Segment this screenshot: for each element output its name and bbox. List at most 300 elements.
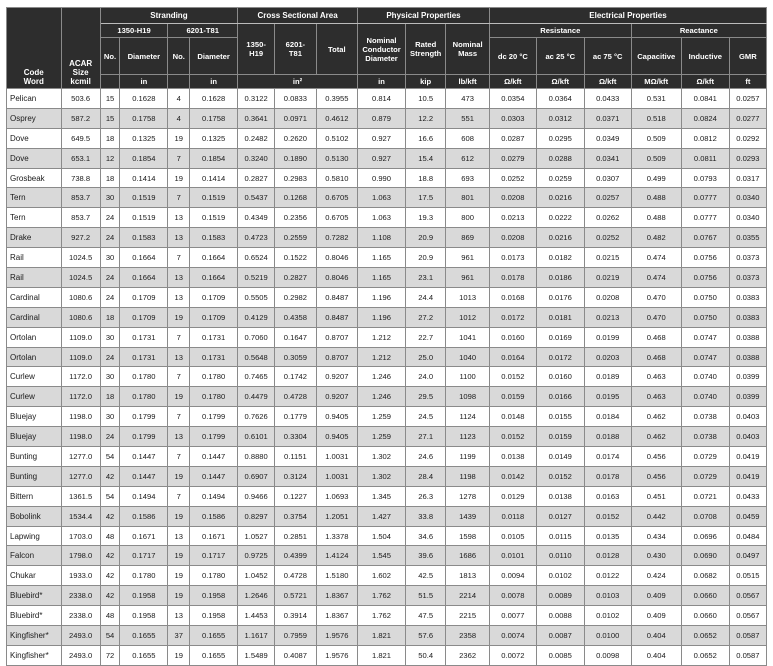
cell-resistance-dc20: 0.0142: [489, 466, 536, 486]
cell-resistance-dc20: 0.0077: [489, 606, 536, 626]
cell-no-1350: 18: [100, 307, 120, 327]
cell-area-total: 0.9207: [316, 387, 357, 407]
unit-area: in²: [238, 75, 358, 89]
cell-resistance-dc20: 0.0152: [489, 367, 536, 387]
cell-diameter-1350: 0.1709: [120, 287, 168, 307]
cell-diameter-6201: 0.1664: [190, 268, 238, 288]
header-area-1350: [238, 24, 275, 75]
cell-acar-size: 587.2: [61, 108, 100, 128]
cell-diameter-6201: 0.1583: [190, 228, 238, 248]
cell-no-6201: 13: [168, 606, 190, 626]
cell-acar-size: 1277.0: [61, 447, 100, 467]
cell-code-word: Chukar: [7, 566, 62, 586]
cell-resistance-dc20: 0.0129: [489, 486, 536, 506]
cell-nominal-mass: 1198: [446, 466, 490, 486]
cell-rated-strength: 15.4: [406, 148, 446, 168]
cell-resistance-ac75: 0.0433: [584, 89, 631, 109]
cell-code-word: Bluebird*: [7, 606, 62, 626]
cell-rated-strength: 17.5: [406, 188, 446, 208]
cell-nominal-conductor-diameter: 1.259: [358, 427, 406, 447]
cell-resistance-ac25: 0.0088: [536, 606, 584, 626]
table-row: [7, 606, 767, 626]
cell-nominal-conductor-diameter: 1.821: [358, 645, 406, 665]
cell-nominal-mass: 801: [446, 188, 490, 208]
cell-area-6201: 0.2983: [275, 168, 316, 188]
cell-rated-strength: 25.0: [406, 347, 446, 367]
cell-no-6201: 19: [168, 645, 190, 665]
table-row: [7, 268, 767, 288]
cell-rated-strength: 20.9: [406, 248, 446, 268]
cell-diameter-1350: 0.1586: [120, 506, 168, 526]
cell-resistance-ac75: 0.0252: [584, 228, 631, 248]
cell-diameter-1350: 0.1664: [120, 268, 168, 288]
table-row: [7, 466, 767, 486]
cell-diameter-1350: 0.1799: [120, 427, 168, 447]
cell-nominal-conductor-diameter: 0.879: [358, 108, 406, 128]
cell-gmr: 0.0433: [729, 486, 766, 506]
cell-gmr: 0.0355: [729, 228, 766, 248]
cell-gmr: 0.0484: [729, 526, 766, 546]
cell-gmr: 0.0399: [729, 367, 766, 387]
cell-no-6201: 19: [168, 566, 190, 586]
cell-resistance-ac75: 0.0257: [584, 188, 631, 208]
cell-area-1350: 0.5505: [238, 287, 275, 307]
cell-area-total: 0.5102: [316, 128, 357, 148]
cell-area-6201: 0.2851: [275, 526, 316, 546]
cell-acar-size: 1080.6: [61, 287, 100, 307]
unit-capacitive: MΩ/kft: [631, 75, 681, 89]
subgroup-resistance: Resistance: [489, 24, 631, 38]
cell-no-1350: 24: [100, 287, 120, 307]
header-nominal-mass-line2: Mass: [458, 49, 478, 58]
cell-diameter-6201: 0.1780: [190, 367, 238, 387]
header-ncd-line1: Nominal: [366, 35, 397, 45]
cell-area-6201: 0.2356: [275, 208, 316, 228]
cell-no-1350: 48: [100, 526, 120, 546]
cell-area-6201: 0.3059: [275, 347, 316, 367]
cell-reactance-inductive: 0.0793: [681, 168, 729, 188]
cell-code-word: Ortolan: [7, 327, 62, 347]
cell-resistance-ac75: 0.0219: [584, 268, 631, 288]
cell-reactance-capacitive: 0.442: [631, 506, 681, 526]
group-cross-sectional-area: Cross Sectional Area: [238, 8, 358, 24]
cell-diameter-1350: 0.1414: [120, 168, 168, 188]
header-nominal-mass: [446, 24, 490, 75]
cell-no-6201: 13: [168, 526, 190, 546]
unit-nominal-mass: lb/kft: [446, 75, 490, 89]
cell-gmr: 0.0419: [729, 466, 766, 486]
cell-area-1350: 0.8297: [238, 506, 275, 526]
subgroup-reactance: Reactance: [631, 24, 766, 38]
cell-acar-size: 649.5: [61, 128, 100, 148]
cell-nominal-mass: 551: [446, 108, 490, 128]
cell-reactance-capacitive: 0.463: [631, 367, 681, 387]
cell-nominal-conductor-diameter: 1.545: [358, 546, 406, 566]
cell-reactance-inductive: 0.0729: [681, 466, 729, 486]
cell-area-6201: 0.3914: [275, 606, 316, 626]
cell-diameter-6201: 0.1447: [190, 466, 238, 486]
table-row: [7, 327, 767, 347]
cell-area-1350: 0.2482: [238, 128, 275, 148]
cell-nominal-mass: 2358: [446, 626, 490, 646]
cell-reactance-inductive: 0.0747: [681, 347, 729, 367]
cell-acar-size: 1172.0: [61, 367, 100, 387]
header-area-1350-line2: H19: [249, 49, 264, 58]
cell-no-6201: 19: [168, 546, 190, 566]
cell-resistance-dc20: 0.0101: [489, 546, 536, 566]
cell-code-word: Kingfisher*: [7, 626, 62, 646]
table-row: [7, 506, 767, 526]
cell-resistance-ac25: 0.0110: [536, 546, 584, 566]
cell-resistance-ac75: 0.0174: [584, 447, 631, 467]
cell-acar-size: 1198.0: [61, 407, 100, 427]
table-row: [7, 387, 767, 407]
cell-resistance-ac75: 0.0128: [584, 546, 631, 566]
cell-no-1350: 48: [100, 606, 120, 626]
cell-area-total: 0.3955: [316, 89, 357, 109]
cell-diameter-6201: 0.1519: [190, 208, 238, 228]
cell-reactance-capacitive: 0.482: [631, 228, 681, 248]
cell-nominal-mass: 1813: [446, 566, 490, 586]
cell-diameter-6201: 0.1494: [190, 486, 238, 506]
cell-reactance-capacitive: 0.470: [631, 287, 681, 307]
cell-acar-size: 1534.4: [61, 506, 100, 526]
cell-diameter-1350: 0.1655: [120, 645, 168, 665]
header-ncd-line3: Diameter: [365, 53, 398, 63]
cell-nominal-conductor-diameter: 1.165: [358, 248, 406, 268]
cell-diameter-1350: 0.1664: [120, 248, 168, 268]
cell-area-6201: 0.4087: [275, 645, 316, 665]
cell-acar-size: 1109.0: [61, 327, 100, 347]
cell-diameter-1350: 0.1519: [120, 208, 168, 228]
cell-area-total: 1.0031: [316, 466, 357, 486]
unit-diameter-1350: in: [120, 75, 168, 89]
cell-acar-size: 503.6: [61, 89, 100, 109]
cell-resistance-ac75: 0.0349: [584, 128, 631, 148]
cell-diameter-6201: 0.1780: [190, 387, 238, 407]
cell-gmr: 0.0317: [729, 168, 766, 188]
unit-nominal-conductor-diameter: in: [358, 75, 406, 89]
cell-rated-strength: 42.5: [406, 566, 446, 586]
cell-code-word: Bittern: [7, 486, 62, 506]
cell-no-6201: 7: [168, 407, 190, 427]
cell-diameter-6201: 0.1799: [190, 407, 238, 427]
cell-nominal-mass: 1041: [446, 327, 490, 347]
cell-rated-strength: 24.4: [406, 287, 446, 307]
cell-code-word: Bluejay: [7, 407, 62, 427]
cell-code-word: Curlew: [7, 367, 62, 387]
cell-no-6201: 13: [168, 427, 190, 447]
cell-nominal-conductor-diameter: 1.108: [358, 228, 406, 248]
cell-no-1350: 18: [100, 128, 120, 148]
cell-diameter-1350: 0.1758: [120, 108, 168, 128]
cell-gmr: 0.0340: [729, 208, 766, 228]
table-row: [7, 89, 767, 109]
cell-code-word: Bluebird*: [7, 586, 62, 606]
cell-area-6201: 0.2620: [275, 128, 316, 148]
cell-no-1350: 42: [100, 506, 120, 526]
cell-gmr: 0.0340: [729, 188, 766, 208]
cell-nominal-mass: 869: [446, 228, 490, 248]
cell-diameter-6201: 0.1519: [190, 188, 238, 208]
cell-diameter-1350: 0.1780: [120, 566, 168, 586]
cell-reactance-inductive: 0.0756: [681, 248, 729, 268]
header-ac75: ac 75 °C: [584, 38, 631, 75]
cell-no-1350: 30: [100, 327, 120, 347]
cell-reactance-capacitive: 0.509: [631, 148, 681, 168]
cell-area-1350: 0.6524: [238, 248, 275, 268]
cell-nominal-conductor-diameter: 1.196: [358, 307, 406, 327]
cell-diameter-6201: 0.1780: [190, 566, 238, 586]
cell-area-total: 0.5810: [316, 168, 357, 188]
cell-reactance-inductive: 0.0750: [681, 287, 729, 307]
cell-resistance-ac75: 0.0152: [584, 506, 631, 526]
header-rated-strength-line2: Strength: [410, 49, 442, 58]
cell-reactance-capacitive: 0.462: [631, 407, 681, 427]
header-area-6201-line2: T81: [288, 49, 302, 58]
cell-diameter-1350: 0.1655: [120, 626, 168, 646]
cell-area-6201: 0.4358: [275, 307, 316, 327]
cell-no-1350: 24: [100, 347, 120, 367]
cell-code-word: Kingfisher*: [7, 645, 62, 665]
cell-resistance-dc20: 0.0152: [489, 427, 536, 447]
cell-area-6201: 0.0971: [275, 108, 316, 128]
cell-resistance-ac75: 0.0102: [584, 606, 631, 626]
cell-gmr: 0.0373: [729, 248, 766, 268]
cell-reactance-capacitive: 0.474: [631, 268, 681, 288]
cell-area-1350: 1.4453: [238, 606, 275, 626]
cell-acar-size: 927.2: [61, 228, 100, 248]
cell-no-6201: 4: [168, 89, 190, 109]
cell-diameter-1350: 0.1731: [120, 327, 168, 347]
cell-code-word: Dove: [7, 128, 62, 148]
cell-area-total: 0.6705: [316, 188, 357, 208]
cell-reactance-capacitive: 0.468: [631, 347, 681, 367]
cell-diameter-6201: 0.1758: [190, 108, 238, 128]
cell-diameter-6201: 0.1709: [190, 307, 238, 327]
cell-no-6201: 13: [168, 347, 190, 367]
cell-diameter-6201: 0.1586: [190, 506, 238, 526]
table-row: [7, 546, 767, 566]
cell-diameter-6201: 0.1731: [190, 327, 238, 347]
cell-reactance-inductive: 0.0738: [681, 427, 729, 447]
cell-nominal-conductor-diameter: 1.302: [358, 466, 406, 486]
cell-gmr: 0.0403: [729, 407, 766, 427]
table-header: [7, 8, 767, 89]
cell-area-total: 1.0031: [316, 447, 357, 467]
cell-no-6201: 7: [168, 367, 190, 387]
cell-area-1350: 0.7060: [238, 327, 275, 347]
cell-area-6201: 0.3304: [275, 427, 316, 447]
cell-area-total: 0.9405: [316, 407, 357, 427]
cell-resistance-ac75: 0.0213: [584, 307, 631, 327]
cell-resistance-dc20: 0.0118: [489, 506, 536, 526]
cell-reactance-inductive: 0.0747: [681, 327, 729, 347]
cell-resistance-dc20: 0.0148: [489, 407, 536, 427]
cell-rated-strength: 18.8: [406, 168, 446, 188]
cell-nominal-conductor-diameter: 0.990: [358, 168, 406, 188]
cell-code-word: Cardinal: [7, 307, 62, 327]
cell-area-1350: 0.5219: [238, 268, 275, 288]
header-code-word-line2: Word: [23, 77, 44, 86]
cell-rated-strength: 51.5: [406, 586, 446, 606]
cell-code-word: Curlew: [7, 387, 62, 407]
table-row: [7, 566, 767, 586]
unit-inductive: Ω/kft: [681, 75, 729, 89]
cell-resistance-ac25: 0.0186: [536, 268, 584, 288]
header-inductive: Inductive: [681, 38, 729, 75]
cell-area-total: 0.5130: [316, 148, 357, 168]
cell-gmr: 0.0383: [729, 307, 766, 327]
cell-reactance-capacitive: 0.468: [631, 327, 681, 347]
cell-code-word: Rail: [7, 268, 62, 288]
cell-code-word: Bunting: [7, 447, 62, 467]
cell-rated-strength: 23.1: [406, 268, 446, 288]
cell-area-total: 0.4612: [316, 108, 357, 128]
cell-reactance-capacitive: 0.488: [631, 208, 681, 228]
cell-resistance-dc20: 0.0072: [489, 645, 536, 665]
cell-code-word: Cardinal: [7, 287, 62, 307]
cell-no-1350: 54: [100, 486, 120, 506]
cell-acar-size: 1277.0: [61, 466, 100, 486]
header-acar-size-line3: kcmil: [70, 77, 91, 86]
cell-code-word: Ortolan: [7, 347, 62, 367]
cell-rated-strength: 39.6: [406, 546, 446, 566]
cell-diameter-1350: 0.1731: [120, 347, 168, 367]
cell-area-1350: 1.1617: [238, 626, 275, 646]
header-area-1350-line1: 1350-: [246, 40, 266, 49]
cell-reactance-capacitive: 0.488: [631, 188, 681, 208]
cell-resistance-ac25: 0.0176: [536, 287, 584, 307]
conductor-spec-table-container: [6, 7, 767, 660]
cell-reactance-capacitive: 0.509: [631, 128, 681, 148]
cell-rated-strength: 20.9: [406, 228, 446, 248]
table-row: [7, 228, 767, 248]
table-row: [7, 427, 767, 447]
cell-diameter-1350: 0.1780: [120, 367, 168, 387]
cell-resistance-ac75: 0.0188: [584, 427, 631, 447]
table-body: [7, 89, 767, 666]
cell-acar-size: 1361.5: [61, 486, 100, 506]
cell-no-1350: 24: [100, 268, 120, 288]
cell-code-word: Bluejay: [7, 427, 62, 447]
cell-no-6201: 7: [168, 447, 190, 467]
cell-resistance-dc20: 0.0160: [489, 327, 536, 347]
cell-area-1350: 0.9725: [238, 546, 275, 566]
cell-acar-size: 2493.0: [61, 626, 100, 646]
cell-rated-strength: 29.5: [406, 387, 446, 407]
cell-reactance-capacitive: 0.430: [631, 546, 681, 566]
cell-no-1350: 12: [100, 148, 120, 168]
cell-diameter-1350: 0.1494: [120, 486, 168, 506]
cell-reactance-inductive: 0.0660: [681, 586, 729, 606]
table-row: [7, 486, 767, 506]
cell-nominal-conductor-diameter: 1.165: [358, 268, 406, 288]
cell-no-6201: 7: [168, 486, 190, 506]
cell-gmr: 0.0587: [729, 645, 766, 665]
cell-resistance-ac25: 0.0160: [536, 367, 584, 387]
group-electrical-properties: Electrical Properties: [489, 8, 766, 24]
cell-acar-size: 653.1: [61, 148, 100, 168]
cell-area-1350: 0.9466: [238, 486, 275, 506]
cell-nominal-mass: 961: [446, 268, 490, 288]
cell-reactance-capacitive: 0.474: [631, 248, 681, 268]
cell-reactance-inductive: 0.0660: [681, 606, 729, 626]
cell-reactance-inductive: 0.0652: [681, 645, 729, 665]
header-rated-strength-line1: Rated: [415, 40, 437, 49]
cell-code-word: Rail: [7, 248, 62, 268]
cell-code-word: Falcon: [7, 546, 62, 566]
cell-rated-strength: 50.4: [406, 645, 446, 665]
cell-no-6201: 19: [168, 168, 190, 188]
cell-resistance-dc20: 0.0287: [489, 128, 536, 148]
cell-rated-strength: 34.6: [406, 526, 446, 546]
cell-area-6201: 0.3754: [275, 506, 316, 526]
cell-acar-size: 1198.0: [61, 427, 100, 447]
cell-diameter-1350: 0.1447: [120, 466, 168, 486]
table-row: [7, 367, 767, 387]
cell-gmr: 0.0567: [729, 586, 766, 606]
cell-resistance-ac25: 0.0166: [536, 387, 584, 407]
cell-reactance-inductive: 0.0696: [681, 526, 729, 546]
cell-area-1350: 1.5489: [238, 645, 275, 665]
table-row: [7, 168, 767, 188]
cell-no-6201: 13: [168, 208, 190, 228]
cell-diameter-1350: 0.1854: [120, 148, 168, 168]
cell-no-1350: 54: [100, 626, 120, 646]
header-area-6201: [275, 24, 316, 75]
cell-reactance-inductive: 0.0740: [681, 387, 729, 407]
cell-rated-strength: 24.5: [406, 407, 446, 427]
cell-gmr: 0.0277: [729, 108, 766, 128]
table-row: [7, 188, 767, 208]
cell-area-total: 1.4124: [316, 546, 357, 566]
cell-nominal-mass: 1098: [446, 387, 490, 407]
unit-blank-no-1350: [100, 75, 120, 89]
cell-gmr: 0.0399: [729, 387, 766, 407]
cell-area-total: 0.8046: [316, 248, 357, 268]
cell-diameter-1350: 0.1583: [120, 228, 168, 248]
cell-area-1350: 0.3240: [238, 148, 275, 168]
cell-diameter-1350: 0.1325: [120, 128, 168, 148]
cell-area-6201: 0.4399: [275, 546, 316, 566]
cell-rated-strength: 24.0: [406, 367, 446, 387]
cell-acar-size: 738.8: [61, 168, 100, 188]
cell-area-total: 0.9207: [316, 367, 357, 387]
cell-acar-size: 1933.0: [61, 566, 100, 586]
cell-reactance-capacitive: 0.434: [631, 526, 681, 546]
header-rated-strength: [406, 24, 446, 75]
table-row: [7, 287, 767, 307]
cell-resistance-ac75: 0.0100: [584, 626, 631, 646]
header-code-word-line1: Code: [23, 68, 44, 77]
cell-nominal-conductor-diameter: 1.259: [358, 407, 406, 427]
cell-no-1350: 72: [100, 645, 120, 665]
cell-resistance-ac25: 0.0138: [536, 486, 584, 506]
cell-code-word: Pelican: [7, 89, 62, 109]
cell-resistance-ac75: 0.0341: [584, 148, 631, 168]
cell-resistance-ac25: 0.0102: [536, 566, 584, 586]
cell-area-total: 0.8707: [316, 347, 357, 367]
cell-no-1350: 24: [100, 427, 120, 447]
cell-area-6201: 0.1890: [275, 148, 316, 168]
cell-area-total: 1.8367: [316, 606, 357, 626]
cell-nominal-mass: 1598: [446, 526, 490, 546]
cell-resistance-ac25: 0.0288: [536, 148, 584, 168]
header-ncd-line2: Conductor: [362, 44, 401, 54]
cell-diameter-6201: 0.1717: [190, 546, 238, 566]
cell-diameter-1350: 0.1671: [120, 526, 168, 546]
